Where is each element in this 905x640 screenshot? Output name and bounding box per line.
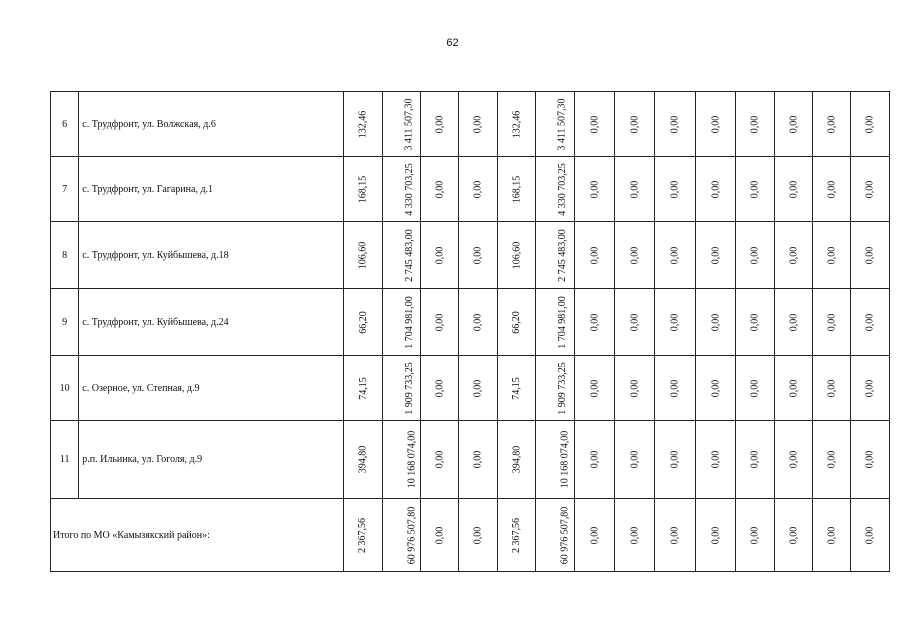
value-cell: 0,00	[574, 421, 614, 499]
value-cell: 0,00	[574, 92, 614, 157]
total-value-cell: 0,00	[813, 499, 851, 572]
value-cell: 74,15	[497, 356, 535, 421]
value-cell: 0,00	[813, 92, 851, 157]
total-value-cell: 0,00	[420, 499, 458, 572]
value-cell: 3 411 507,30	[536, 92, 574, 157]
value-cell: 1 909 733,25	[382, 356, 420, 421]
table-row	[51, 289, 890, 356]
total-label: Итого по МО «Камызякский район»:	[51, 499, 344, 572]
row-address: с. Трудфронт, ул. Волжская, д.6	[79, 92, 344, 157]
value-cell: 10 168 074,00	[536, 421, 574, 499]
value-cell: 0,00	[655, 289, 695, 356]
value-cell: 0,00	[614, 421, 654, 499]
value-cell: 0,00	[420, 222, 458, 289]
value-cell: 2 745 483,00	[536, 222, 574, 289]
value-cell: 0,00	[736, 222, 774, 289]
value-cell: 0,00	[774, 157, 812, 222]
page-number: 62	[446, 37, 459, 49]
value-cell: 0,00	[736, 421, 774, 499]
value-cell: 0,00	[574, 289, 614, 356]
value-cell: 0,00	[851, 92, 890, 157]
value-cell: 1 704 981,00	[536, 289, 574, 356]
total-value-cell: 0,00	[774, 499, 812, 572]
value-cell: 0,00	[459, 289, 497, 356]
value-cell: 2 745 483,00	[382, 222, 420, 289]
total-value-cell: 0,00	[574, 499, 614, 572]
total-value-cell: 0,00	[851, 499, 890, 572]
value-cell: 66,20	[497, 289, 535, 356]
value-cell: 394,80	[344, 421, 382, 499]
table-row	[51, 157, 890, 222]
table-row	[51, 222, 890, 289]
total-value-cell: 2 367,56	[344, 499, 382, 572]
value-cell: 0,00	[459, 421, 497, 499]
total-row	[51, 499, 890, 572]
value-cell: 1 704 981,00	[382, 289, 420, 356]
value-cell: 1 909 733,25	[536, 356, 574, 421]
value-cell: 0,00	[695, 421, 735, 499]
value-cell: 0,00	[736, 289, 774, 356]
value-cell: 0,00	[813, 289, 851, 356]
value-cell: 3 411 507,30	[382, 92, 420, 157]
total-value-cell: 60 976 507,80	[536, 499, 574, 572]
value-cell: 0,00	[420, 356, 458, 421]
row-address: с. Трудфронт, ул. Куйбышева, д.24	[79, 289, 344, 356]
value-cell: 0,00	[813, 157, 851, 222]
value-cell: 0,00	[813, 421, 851, 499]
row-number: 7	[51, 157, 79, 222]
value-cell: 0,00	[774, 289, 812, 356]
value-cell: 0,00	[420, 157, 458, 222]
value-cell: 0,00	[574, 356, 614, 421]
value-cell: 394,80	[497, 421, 535, 499]
row-number: 10	[51, 356, 79, 421]
value-cell: 0,00	[851, 157, 890, 222]
value-cell: 0,00	[851, 289, 890, 356]
value-cell: 0,00	[655, 421, 695, 499]
row-number: 8	[51, 222, 79, 289]
value-cell: 0,00	[459, 92, 497, 157]
value-cell: 0,00	[695, 356, 735, 421]
value-cell: 0,00	[774, 222, 812, 289]
value-cell: 0,00	[736, 92, 774, 157]
value-cell: 106,60	[344, 222, 382, 289]
value-cell: 0,00	[574, 157, 614, 222]
value-cell: 0,00	[851, 222, 890, 289]
table-row	[51, 92, 890, 157]
value-cell: 4 330 703,25	[536, 157, 574, 222]
total-value-cell: 0,00	[614, 499, 654, 572]
value-cell: 0,00	[614, 222, 654, 289]
total-value-cell: 2 367,56	[497, 499, 535, 572]
value-cell: 0,00	[655, 92, 695, 157]
value-cell: 0,00	[655, 222, 695, 289]
row-number: 9	[51, 289, 79, 356]
table-row	[51, 421, 890, 499]
registry-table	[50, 91, 890, 572]
value-cell: 0,00	[695, 157, 735, 222]
value-cell: 0,00	[851, 356, 890, 421]
value-cell: 0,00	[695, 222, 735, 289]
value-cell: 66,20	[344, 289, 382, 356]
value-cell: 0,00	[695, 289, 735, 356]
value-cell: 0,00	[614, 157, 654, 222]
value-cell: 0,00	[774, 421, 812, 499]
value-cell: 0,00	[614, 92, 654, 157]
row-address: с. Трудфронт, ул. Гагарина, д.1	[79, 157, 344, 222]
value-cell: 4 330 703,25	[382, 157, 420, 222]
total-value-cell: 0,00	[655, 499, 695, 572]
value-cell: 74,15	[344, 356, 382, 421]
value-cell: 0,00	[420, 92, 458, 157]
value-cell: 0,00	[574, 222, 614, 289]
value-cell: 132,46	[497, 92, 535, 157]
row-number: 6	[51, 92, 79, 157]
total-value-cell: 0,00	[459, 499, 497, 572]
value-cell: 0,00	[459, 356, 497, 421]
value-cell: 0,00	[774, 92, 812, 157]
value-cell: 0,00	[813, 356, 851, 421]
value-cell: 132,46	[344, 92, 382, 157]
value-cell: 0,00	[736, 356, 774, 421]
value-cell: 106,60	[497, 222, 535, 289]
total-value-cell: 0,00	[736, 499, 774, 572]
total-value-cell: 60 976 507,80	[382, 499, 420, 572]
row-address: с. Трудфронт, ул. Куйбышева, д.18	[79, 222, 344, 289]
row-number: 11	[51, 421, 79, 499]
value-cell: 0,00	[459, 157, 497, 222]
table-row	[51, 356, 890, 421]
value-cell: 168,15	[344, 157, 382, 222]
value-cell: 0,00	[774, 356, 812, 421]
value-cell: 0,00	[655, 356, 695, 421]
row-address: р.п. Ильинка, ул. Гоголя, д.9	[79, 421, 344, 499]
value-cell: 0,00	[695, 92, 735, 157]
value-cell: 0,00	[420, 421, 458, 499]
value-cell: 10 168 074,00	[382, 421, 420, 499]
value-cell: 0,00	[614, 289, 654, 356]
value-cell: 0,00	[420, 289, 458, 356]
value-cell: 0,00	[851, 421, 890, 499]
value-cell: 0,00	[614, 356, 654, 421]
total-value-cell: 0,00	[695, 499, 735, 572]
value-cell: 0,00	[813, 222, 851, 289]
row-address: с. Озерное, ул. Степная, д.9	[79, 356, 344, 421]
value-cell: 0,00	[459, 222, 497, 289]
value-cell: 168,15	[497, 157, 535, 222]
value-cell: 0,00	[736, 157, 774, 222]
value-cell: 0,00	[655, 157, 695, 222]
